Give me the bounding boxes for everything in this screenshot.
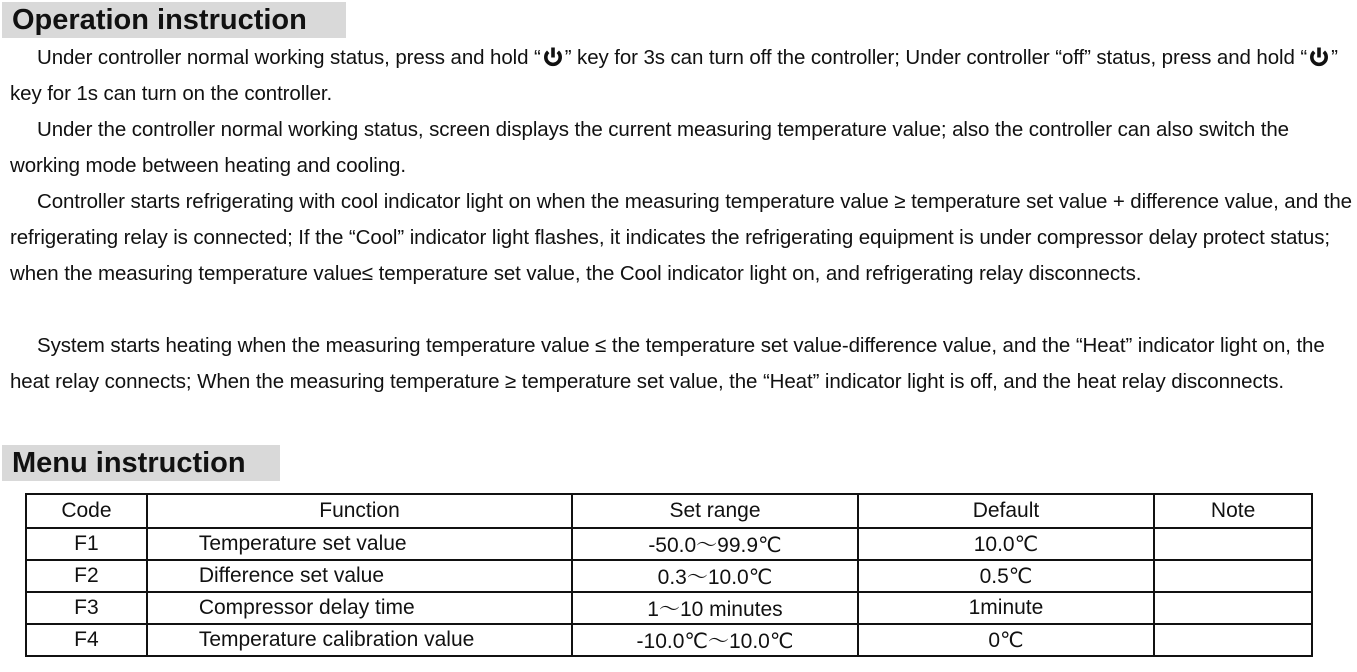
power-text-part-3: ” key for 1s can turn on the controller. bbox=[10, 46, 1338, 105]
heating-text: System starts heating when the measuring temperature value ≤ the temperature set value-difference value, and the “Heat” indicator light on, the heat relay connects; When the measuring temperature ≥ temperature set value, the “Heat” indicator light is off, and the heat relay disconnects. bbox=[10, 334, 1325, 393]
header-note: Note bbox=[1154, 494, 1312, 528]
header-default: Default bbox=[858, 494, 1154, 528]
header-function: Function bbox=[147, 494, 572, 528]
table-row bbox=[26, 624, 1312, 656]
operation-paragraph-power bbox=[10, 40, 1355, 112]
power-text-part-1: Under controller normal working status, press and hold “ bbox=[37, 46, 541, 69]
table-row bbox=[26, 560, 1312, 592]
table-row bbox=[26, 592, 1312, 624]
cell-function: Difference set value bbox=[147, 560, 572, 592]
cell-function: Temperature set value bbox=[147, 528, 572, 560]
header-set-range: Set range bbox=[572, 494, 858, 528]
menu-instruction-heading: Menu instruction bbox=[2, 445, 280, 481]
cell-note bbox=[1154, 560, 1312, 592]
cell-code: F4 bbox=[26, 624, 147, 656]
header-code: Code bbox=[26, 494, 147, 528]
cell-note bbox=[1154, 592, 1312, 624]
cell-range: -10.0℃～10.0℃ bbox=[572, 624, 858, 656]
table-row bbox=[26, 528, 1312, 560]
cell-default: 0℃ bbox=[858, 624, 1154, 656]
cell-default: 0.5℃ bbox=[858, 560, 1154, 592]
cell-function: Temperature calibration value bbox=[147, 624, 572, 656]
power-icon bbox=[541, 47, 565, 67]
cell-default: 10.0℃ bbox=[858, 528, 1154, 560]
cell-note bbox=[1154, 624, 1312, 656]
cell-code: F1 bbox=[26, 528, 147, 560]
cell-note bbox=[1154, 528, 1312, 560]
cell-default: 1minute bbox=[858, 592, 1154, 624]
power-text-part-2: ” key for 3s can turn off the controller; Under controller “off” status, press and hold “ bbox=[564, 46, 1308, 69]
cell-range: -50.0～99.9℃ bbox=[572, 528, 858, 560]
cell-range: 1～10 minutes bbox=[572, 592, 858, 624]
menu-table bbox=[25, 493, 1313, 657]
operation-paragraph-heating bbox=[10, 328, 1355, 400]
power-icon bbox=[1307, 47, 1331, 67]
cell-code: F2 bbox=[26, 560, 147, 592]
operation-paragraph-mode bbox=[10, 112, 1355, 184]
operation-paragraph-cooling bbox=[10, 184, 1355, 292]
cell-range: 0.3～10.0℃ bbox=[572, 560, 858, 592]
cell-function: Compressor delay time bbox=[147, 592, 572, 624]
operation-instruction-heading: Operation instruction bbox=[2, 2, 346, 38]
mode-text: Under the controller normal working status, screen displays the current measuring temperature value; also the controller can also switch the working mode between heating and cooling. bbox=[10, 118, 1289, 177]
cell-code: F3 bbox=[26, 592, 147, 624]
table-header-row bbox=[26, 494, 1312, 528]
cooling-text: Controller starts refrigerating with cool indicator light on when the measuring temperature value ≥ temperature set value + difference value, and the refrigerating relay is connected; If the “Cool” indicator light flashes, it indicates the refrigerating equipment is under compressor delay protect status; when the measuring temperature value≤ temperature set value, the Cool indicator light on, and refrigerating relay disconnects. bbox=[10, 190, 1352, 285]
